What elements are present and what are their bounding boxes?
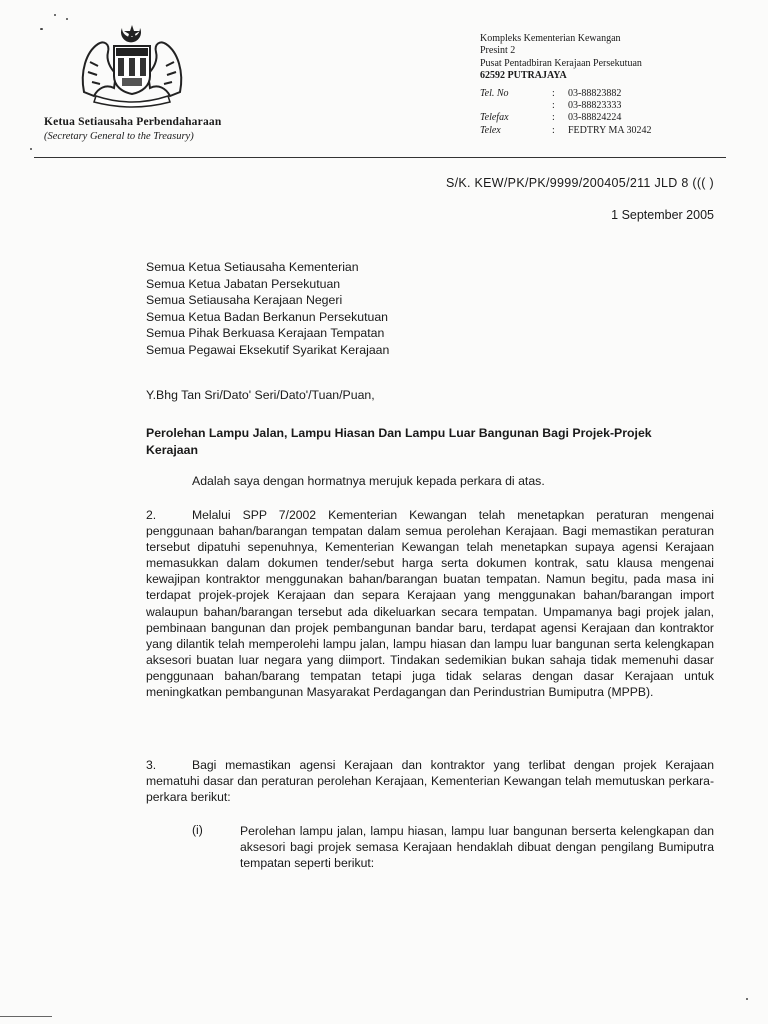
contact-separator: : xyxy=(552,100,555,112)
recipient-line: Semua Setiausaha Kerajaan Negeri xyxy=(146,293,343,308)
recipient-line: Semua Pihak Berkuasa Kerajaan Tempatan xyxy=(146,326,385,341)
recipient-line: Semua Ketua Badan Berkanun Persekutuan xyxy=(146,309,389,324)
scan-speck xyxy=(40,28,43,30)
contact-row xyxy=(480,88,652,100)
address-line: Presint 2 xyxy=(480,45,516,57)
footer-mark xyxy=(0,1016,52,1017)
contact-separator: : xyxy=(552,88,555,99)
contact-row xyxy=(480,100,652,112)
contact-value: FEDTRY MA 30242 xyxy=(568,124,652,136)
contact-value: 03-88823333 xyxy=(568,100,622,112)
letter-date: 1 September 2005 xyxy=(611,208,714,222)
organization-name-english: (Secretary General to the Treasury) xyxy=(44,131,194,142)
contact-label: Telex xyxy=(480,124,501,136)
paragraph xyxy=(146,507,714,700)
recipient-line: Semua Ketua Setiausaha Kementerian xyxy=(146,260,359,274)
organization-name: Ketua Setiausaha Perbendaharaan xyxy=(44,116,222,128)
recipient-line: Semua Ketua Jabatan Persekutuan xyxy=(146,276,341,291)
contact-row xyxy=(480,125,652,137)
salutation: Y.Bhg Tan Sri/Dato' Seri/Dato'/Tuan/Puan, xyxy=(146,388,375,402)
contact-value: 03-88823882 xyxy=(568,88,622,99)
letter-subject: Perolehan Lampu Jalan, Lampu Hiasan Dan Lampu Luar Bangunan Bagi Projek-Projek Kerajaan xyxy=(146,426,652,457)
list-item-text: Perolehan lampu jalan, lampu hiasan, lampu luar bangunan berserta kelengkapan dan aksesori bagi projek semasa Kerajaan hendaklah dibuat dengan pengilang Bumiputra tempatan seperti berikut: xyxy=(240,824,714,870)
contact-separator: : xyxy=(552,112,555,124)
scan-speck xyxy=(66,18,68,20)
contact-label xyxy=(480,100,552,112)
contact-row xyxy=(480,112,652,124)
contact-block xyxy=(480,88,652,137)
contact-label: Telefax xyxy=(480,112,509,124)
address-line: 62592 PUTRAJAYA xyxy=(480,69,567,81)
paragraph-text: Melalui SPP 7/2002 Kementerian Kewangan telah menetapkan peraturan mengenai penggunaan bahan/barangan tempatan dalam semua perolehan Kerajaan. Bagi memastikan peraturan tersebut dipatuhi sepenuhnya, Kementerian Kewangan telah menetapkan supaya agensi Kerajaan memasukkan dalam dokumen tender/sebut harga serta dokumen kontrak, satu klausa mengenai kewajipan kontraktor menggunakan bahan/barangan buatan tempatan. Namun begitu, pada masa ini terdapat projek-projek Kerajaan dan separa Kerajaan yang menggunakan bahan/barangan import walaupun bahan/barangan tersebut ada dikeluarkan secara tempatan. Umpamanya bagi projek jalan, pembinaan bangunan dan projek pembangunan bandar baru, terdapat agensi Kerajaan dan kontraktor yang dilantik telah memperolehi lampu jalan, lampu hiasan dan lampu luar bangunan serta kelengkapan aksesori buatan luar negara yang diimport. Tindakan sedemikian bukan sahaja tidak memenuhi dasar penggunaan bahan/barang tempatan tetapi juga tidak selaras dengan dasar Kerajaan untuk meningkatkan pembangunan Masyarakat Perdagangan dan Perindustrian Bumiputra (MPPB). xyxy=(146,508,714,700)
recipient-line: Semua Pegawai Eksekutif Syarikat Kerajaan xyxy=(146,342,390,357)
contact-value: 03-88824224 xyxy=(568,112,622,124)
list-item-number: (i) xyxy=(192,823,203,837)
address-line: Pusat Pentadbiran Kerajaan Persekutuan xyxy=(480,57,642,69)
contact-separator: : xyxy=(552,124,555,136)
scan-speck xyxy=(746,998,748,1000)
address-line: Kompleks Kementerian Kewangan xyxy=(480,33,621,44)
paragraph-number: 3. xyxy=(146,758,157,772)
scan-speck xyxy=(30,148,32,150)
paragraph-text: Bagi memastikan agensi Kerajaan dan kontraktor yang terlibat dengan projek Kerajaan mematuhi dasar dan peraturan perolehan Kerajaan, Kementerian Kewangan telah memutuskan perkara-perkara berikut: xyxy=(146,758,714,805)
paragraph xyxy=(146,757,714,805)
opening-sentence: Adalah saya dengan hormatnya merujuk kepada perkara di atas. xyxy=(192,474,545,488)
paragraph-number: 2. xyxy=(146,508,157,522)
reference-number: S/K. KEW/PK/PK/9999/200405/211 JLD 8 ((( ) xyxy=(445,176,714,190)
recipient-list xyxy=(146,259,389,359)
address-block xyxy=(480,33,642,82)
coat-of-arms-logo xyxy=(76,22,188,108)
contact-label: Tel. No xyxy=(480,88,509,99)
scan-speck xyxy=(54,14,56,16)
letterhead-divider xyxy=(34,157,726,158)
